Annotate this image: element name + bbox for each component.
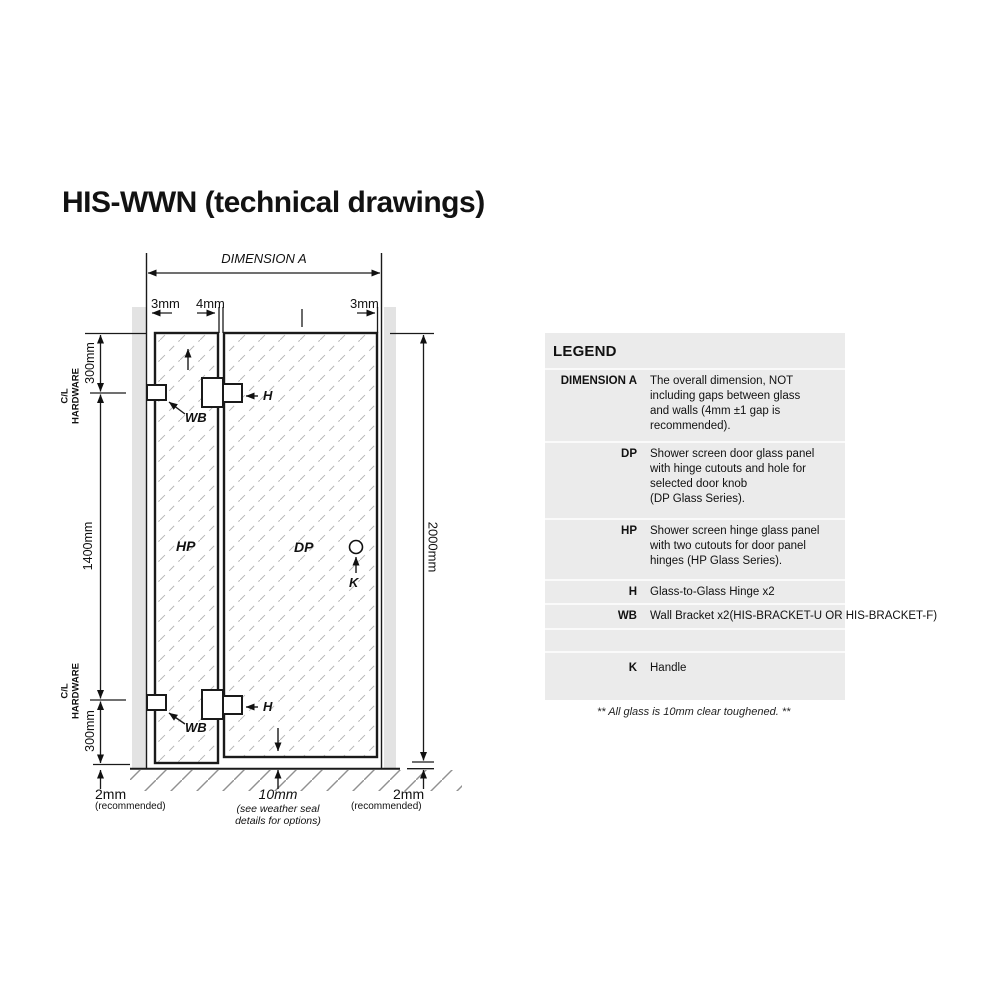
cl-line1: C/L bbox=[59, 388, 71, 404]
legend-desc-line: including gaps between glass bbox=[650, 390, 801, 402]
knob-label: K bbox=[349, 575, 359, 590]
legend-desc-line: Wall Bracket x2(HIS-BRACKET-U OR HIS-BRACKET-F) bbox=[650, 610, 938, 622]
legend-term: DIMENSION A bbox=[560, 375, 637, 387]
legend-row-hp bbox=[545, 518, 845, 579]
cl-line2: HARDWARE bbox=[70, 663, 81, 719]
legend-desc-line: recommended). bbox=[650, 420, 731, 432]
page-title: HIS-WWN (technical drawings) bbox=[62, 186, 485, 219]
floor-gap-left-label: 2mm bbox=[95, 786, 127, 802]
legend-panel bbox=[545, 333, 938, 700]
gap-middle-label: 4mm bbox=[196, 296, 225, 311]
legend-term: HP bbox=[621, 525, 637, 537]
dp-panel-label: DP bbox=[294, 539, 314, 555]
weather-seal-note-line1: (see weather seal bbox=[236, 803, 320, 815]
legend-term: DP bbox=[621, 448, 637, 460]
legend-desc-line: Handle bbox=[650, 662, 687, 674]
dim-300-top-label: 300mm bbox=[83, 342, 97, 384]
legend-description bbox=[650, 374, 842, 441]
legend-row-h bbox=[545, 579, 845, 603]
legend-desc-line: hinges (HP Glass Series). bbox=[650, 555, 783, 567]
legend-desc-line: with two cutouts for door panel bbox=[650, 540, 806, 552]
legend-description bbox=[650, 609, 937, 628]
legend-desc-line: Shower screen hinge glass panel bbox=[650, 525, 820, 537]
legend-row-k bbox=[545, 651, 845, 686]
legend-desc-line: and walls (4mm ±1 gap is bbox=[650, 405, 781, 417]
floor-gap-right-note: (recommended) bbox=[351, 801, 422, 812]
legend-desc-line: selected door knob bbox=[650, 478, 748, 490]
dim-2000-label: 2000mm bbox=[425, 521, 441, 573]
legend-desc-line: (DP Glass Series). bbox=[650, 493, 746, 505]
legend-row-dp bbox=[545, 441, 845, 518]
gap-right-label: 3mm bbox=[350, 296, 379, 311]
legend-row-dimension-a bbox=[545, 368, 845, 441]
legend-term bbox=[545, 634, 637, 651]
dim-1400-label: 1400mm bbox=[81, 521, 95, 571]
floor-gap-left-note: (recommended) bbox=[95, 801, 166, 812]
wall-bracket-top-label: WB bbox=[185, 410, 207, 425]
cl-hardware-top-label bbox=[61, 368, 82, 424]
legend-desc-line: Glass-to-Glass Hinge x2 bbox=[650, 586, 775, 598]
legend-description bbox=[650, 661, 842, 686]
legend-description bbox=[650, 524, 842, 579]
dim-300-bottom-label: 300mm bbox=[83, 710, 97, 752]
legend-row-wb bbox=[545, 603, 938, 628]
gap-left-label: 3mm bbox=[151, 296, 180, 311]
cl-hardware-bottom-label bbox=[61, 663, 82, 719]
legend-heading: LEGEND bbox=[553, 343, 617, 360]
glass-footnote: ** All glass is 10mm clear toughened. ** bbox=[597, 706, 791, 718]
legend-description bbox=[650, 585, 842, 603]
legend-desc-line: Shower screen door glass panel bbox=[650, 448, 815, 460]
cl-line2: HARDWARE bbox=[70, 368, 81, 424]
hinge-top-label: H bbox=[263, 388, 273, 403]
floor-gap-right-label: 2mm bbox=[393, 786, 425, 802]
legend-term: WB bbox=[617, 610, 637, 622]
legend-description bbox=[650, 634, 842, 651]
dimension-a-label: DIMENSION A bbox=[221, 251, 307, 266]
weather-seal-note-line2: details for options) bbox=[235, 815, 321, 827]
hp-panel-label: HP bbox=[176, 538, 196, 554]
cl-line1: C/L bbox=[59, 683, 71, 699]
legend-term: H bbox=[628, 586, 637, 598]
wall-bracket-bottom-label: WB bbox=[185, 720, 207, 735]
legend-description bbox=[650, 447, 842, 518]
legend-desc-line: The overall dimension, NOT bbox=[650, 375, 794, 387]
hinge-bottom-label: H bbox=[263, 699, 273, 714]
floor-gap-center-label: 10mm bbox=[258, 786, 298, 802]
legend-row-empty bbox=[545, 628, 845, 651]
legend-desc-line: with hinge cutouts and hole for bbox=[650, 463, 806, 475]
legend-term: K bbox=[628, 662, 637, 674]
